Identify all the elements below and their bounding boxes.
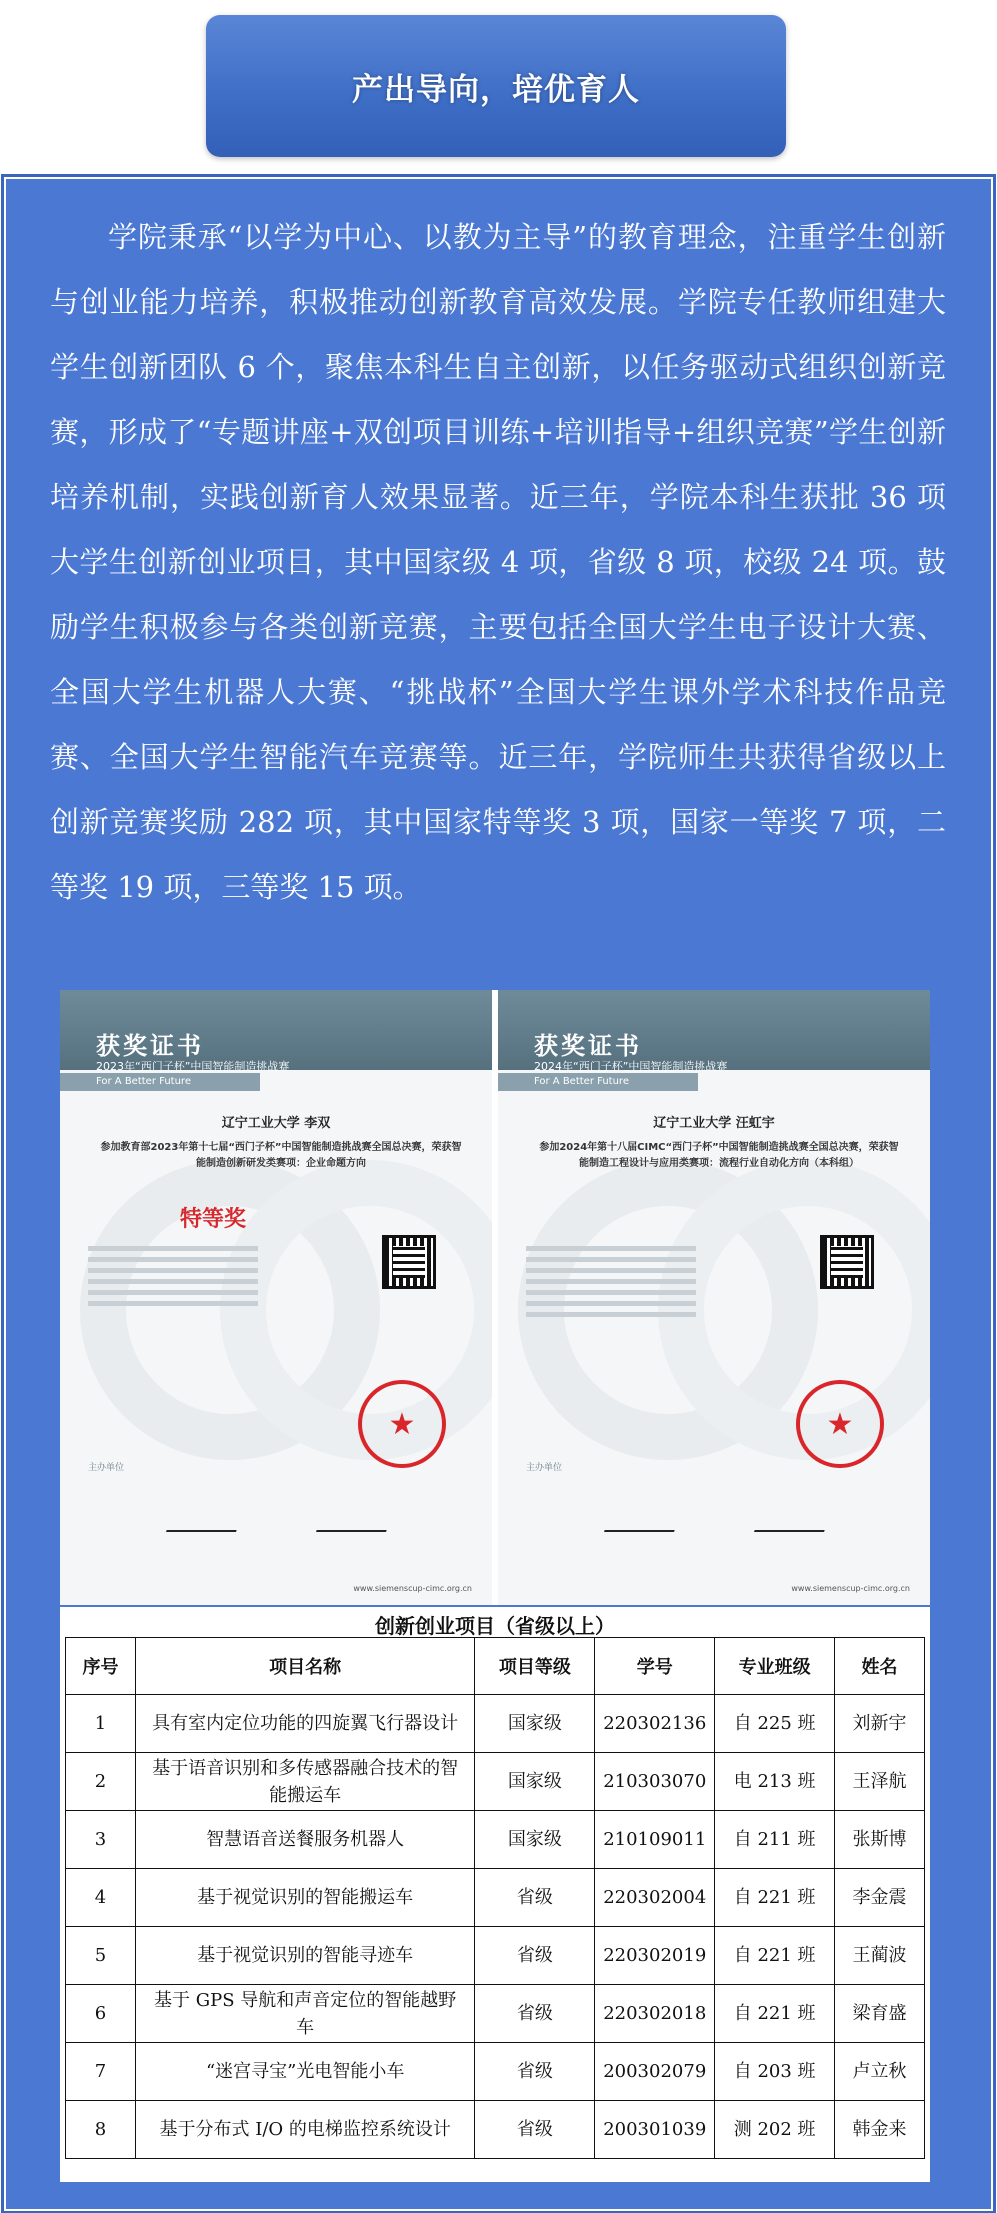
table-cell: 自 221 班: [715, 1869, 835, 1927]
certificate-tagline: For A Better Future: [96, 1076, 191, 1087]
table-cell: 220302136: [595, 1695, 715, 1753]
table-cell: 国家级: [475, 1811, 595, 1869]
table-caption: 创新创业项目（省级以上）: [375, 1614, 615, 1638]
table-cell: 200301039: [595, 2101, 715, 2159]
certificate-award: 特等奖: [180, 1207, 247, 1232]
red-seal-icon: ★: [796, 1380, 884, 1468]
table-cell: 刘新宇: [835, 1695, 925, 1753]
table-cell: 220302019: [595, 1927, 715, 1985]
table-cell: 200302079: [595, 2043, 715, 2101]
projects-table-container: [60, 1607, 930, 2182]
signature-mark: [754, 1510, 832, 1532]
table-cell: 卢立秋: [835, 2043, 925, 2101]
table-cell: 自 203 班: [715, 2043, 835, 2101]
column-header: 专业班级: [715, 1638, 835, 1695]
signature-mark: [166, 1510, 244, 1532]
certificate-fine-print: [88, 1240, 258, 1312]
table-cell: 自 221 班: [715, 1985, 835, 2043]
signature-mark: [604, 1510, 682, 1532]
table-cell: 省级: [475, 2101, 595, 2159]
table-cell: 6: [66, 1985, 136, 2043]
certificate-description: 参加教育部2023年第十七届“西门子杯”中国智能制造挑战赛全国总决赛，荣获智能制造创新研发类赛项：企业命题方向: [100, 1142, 462, 1169]
table-cell: 210303070: [595, 1753, 715, 1811]
certificate-tagline: For A Better Future: [534, 1076, 629, 1087]
table-cell: 国家级: [475, 1753, 595, 1811]
table-cell: 4: [66, 1869, 136, 1927]
certificate-description: 参加2024年第十八届CIMC“西门子杯”中国智能制造挑战赛全国总决赛，荣获智能制造工程设计与应用类赛项：流程行业自动化方向（本科组）: [539, 1142, 899, 1169]
certificate-fine-print: [526, 1240, 696, 1323]
table-cell: 省级: [475, 2043, 595, 2101]
table-cell: 自 211 班: [715, 1811, 835, 1869]
table-cell: 8: [66, 2101, 136, 2159]
table-cell: 王蔺波: [835, 1927, 925, 1985]
table-cell: 210109011: [595, 1811, 715, 1869]
table-cell: “迷宫寻宝”光电智能小车: [135, 2043, 475, 2101]
column-header: 姓名: [835, 1638, 925, 1695]
table-cell: 2: [66, 1753, 136, 1811]
table-cell: 5: [66, 1927, 136, 1985]
certificate-title: 获奖证书: [96, 1032, 204, 1060]
table-cell: 220302018: [595, 1985, 715, 2043]
table-cell: 基于视觉识别的智能搬运车: [135, 1869, 475, 1927]
table-cell: 韩金来: [835, 2101, 925, 2159]
column-header: 学号: [595, 1638, 715, 1695]
table-cell: 220302004: [595, 1869, 715, 1927]
table-cell: 省级: [475, 1927, 595, 1985]
table-header-row: [66, 1638, 925, 1695]
table-row: [66, 1985, 925, 2043]
section-header-banner: [206, 15, 786, 157]
certificate-title: 获奖证书: [534, 1032, 642, 1060]
certificate-subtitle: 2023年“西门子杯”中国智能制造挑战赛: [96, 1060, 290, 1073]
certificate-website: www.siemenscup-cimc.org.cn: [791, 1584, 910, 1593]
certificate-website: www.siemenscup-cimc.org.cn: [353, 1584, 472, 1593]
certificate-host-label: 主办单位: [88, 1463, 125, 1473]
table-cell: 电 213 班: [715, 1753, 835, 1811]
qr-code-icon: [823, 1238, 871, 1286]
certificate-recipient: 辽宁工业大学 汪虹宇: [653, 1116, 775, 1131]
column-header: 项目等级: [475, 1638, 595, 1695]
section-title: 产出导向，培优育人: [352, 71, 640, 108]
table-cell: 国家级: [475, 1695, 595, 1753]
table-cell: 省级: [475, 1985, 595, 2043]
table-cell: 张斯博: [835, 1811, 925, 1869]
projects-table: [65, 1637, 925, 2159]
table-row: [66, 1753, 925, 1811]
table-cell: 3: [66, 1811, 136, 1869]
certificate-subtitle: 2024年“西门子杯”中国智能制造挑战赛: [534, 1060, 728, 1073]
table-row: [66, 2101, 925, 2159]
table-row: [66, 1869, 925, 1927]
table-cell: 1: [66, 1695, 136, 1753]
table-cell: 智慧语音送餐服务机器人: [135, 1811, 475, 1869]
table-cell: 李金震: [835, 1869, 925, 1927]
signature-mark: [316, 1510, 394, 1532]
table-row: [66, 1695, 925, 1753]
table-row: [66, 1811, 925, 1869]
table-cell: 基于语音识别和多传感器融合技术的智能搬运车: [135, 1753, 475, 1811]
intro-paragraph: 学院秉承“以学为中心、以教为主导”的教育理念，注重学生创新与创业能力培养，积极推动创新教育高效发展。学院专任教师组建大学生创新团队 6 个，聚焦本科生自主创新，以任务驱动式组织创新竞赛，形成了“专题讲座+双创项目训练+培训指导+组织竞赛”学生创新培养机制，实践创新育人效果显著。近三年，学院本科生获批 36 项大学生创新创业项目，其中国家级 4 项，省级 8 项，校级 24 项。鼓励学生积极参与各类创新竞赛，主要包括全国大学生电子设计大赛、全国大学生机器人大赛、“挑战杯”全国大学生课外学术科技作品竞赛、全国大学生智能汽车竞赛等。近三年，学院师生共获得省级以上创新竞赛奖励 282 项，其中国家特等奖 3 项，国家一等奖 7 项，二等奖 19 项，三等奖 15 项。: [50, 220, 946, 904]
red-seal-icon: ★: [358, 1380, 446, 1468]
table-cell: 具有室内定位功能的四旋翼飞行器设计: [135, 1695, 475, 1753]
table-cell: 基于视觉识别的智能寻迹车: [135, 1927, 475, 1985]
certificate-recipient: 辽宁工业大学 李双: [221, 1116, 331, 1131]
table-cell: 基于 GPS 导航和声音定位的智能越野车: [135, 1985, 475, 2043]
column-header: 项目名称: [135, 1638, 475, 1695]
table-cell: 7: [66, 2043, 136, 2101]
table-row: [66, 1927, 925, 1985]
certificate-image: [498, 990, 930, 1605]
table-cell: 基于分布式 I/O 的电梯监控系统设计: [135, 2101, 475, 2159]
table-cell: 梁育盛: [835, 1985, 925, 2043]
qr-code-icon: [385, 1238, 433, 1286]
table-cell: 省级: [475, 1869, 595, 1927]
table-cell: 自 225 班: [715, 1695, 835, 1753]
certificate-host-label: 主办单位: [526, 1463, 563, 1473]
column-header: 序号: [66, 1638, 136, 1695]
table-cell: 王泽航: [835, 1753, 925, 1811]
table-cell: 测 202 班: [715, 2101, 835, 2159]
certificate-image: [60, 990, 492, 1605]
table-cell: 自 221 班: [715, 1927, 835, 1985]
certificate-gallery: [60, 990, 930, 1605]
table-row: [66, 2043, 925, 2101]
